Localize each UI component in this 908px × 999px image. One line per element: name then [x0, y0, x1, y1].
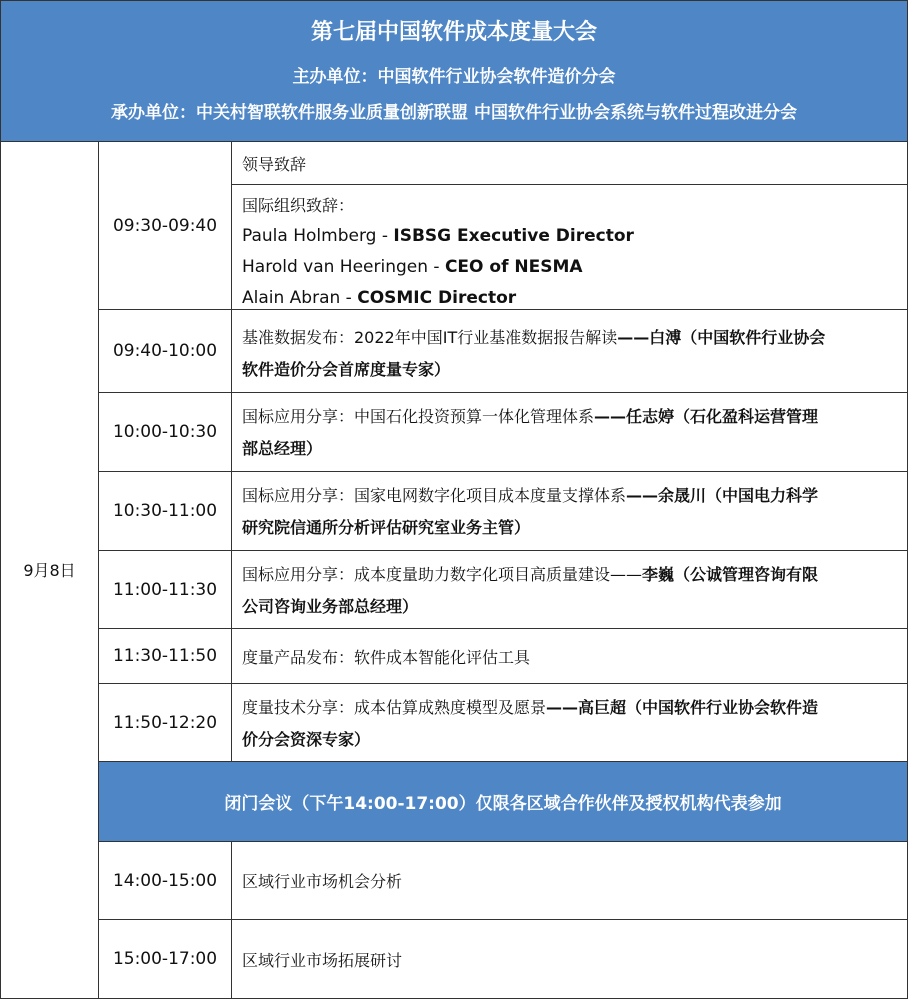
session-cell [232, 920, 907, 998]
session-line [242, 559, 897, 591]
session-speaker: 软件造价分会首席度量专家） [242, 360, 451, 379]
session-speaker: ——白溥（中国软件行业协会 [617, 328, 826, 347]
session-speaker: 部总经理） [242, 439, 323, 458]
session-speaker: 李巍（公诚管理咨询有限 [642, 565, 819, 584]
session-topic: 基准数据发布：2022年中国IT行业基准数据报告解读 [242, 328, 618, 347]
session-topic: 度量产品发布：软件成本智能化评估工具 [242, 647, 531, 667]
speaker-line [242, 221, 897, 252]
speaker-role: CEO of NESMA [444, 257, 583, 277]
table-row [99, 842, 907, 920]
table-row [99, 142, 907, 310]
session-cell [232, 310, 907, 392]
international-speeches [232, 185, 907, 309]
time-cell: 09:30-09:40 [99, 142, 232, 309]
session-line [242, 322, 897, 354]
session-line [242, 401, 897, 433]
time-cell: 15:00-17:00 [99, 920, 232, 998]
session-topic: 国标应用分享：成本度量助力数字化项目高质量建设—— [242, 565, 643, 584]
time-cell: 11:50-12:20 [99, 684, 232, 761]
session-line [242, 512, 897, 544]
session-cell [232, 551, 907, 628]
table-row [99, 629, 907, 684]
session-speaker: ——余晟川（中国电力科学 [626, 486, 819, 505]
session-cell [232, 629, 907, 683]
time-cell: 09:40-10:00 [99, 310, 232, 392]
time-cell: 10:30-11:00 [99, 472, 232, 550]
table-row [99, 684, 907, 762]
organizer-organizations: 承办单位：中关村智联软件服务业质量创新联盟 中国软件行业协会系统与软件过程改进分会 [111, 103, 797, 123]
time-cell: 10:00-10:30 [99, 393, 232, 471]
session-line [242, 433, 897, 465]
session-cell [232, 472, 907, 550]
session-topic: 区域行业市场机会分析 [242, 872, 403, 891]
table-row [99, 472, 907, 551]
session-line [242, 724, 897, 756]
session-speaker: 研究院信通所分析评估研究室业务主管） [242, 518, 531, 537]
session-line [242, 692, 897, 724]
speaker-name: Harold van Heeringen - [242, 257, 445, 277]
session-speaker: ——高巨超（中国软件行业协会软件造 [546, 698, 819, 717]
speaker-role: COSMIC Director [357, 288, 517, 308]
closed-meeting-banner: 闭门会议（下午14:00-17:00）仅限各区域合作伙伴及授权机构代表参加 [99, 762, 907, 842]
speaker-name: Alain Abran - [242, 288, 358, 308]
time-cell: 11:30-11:50 [99, 629, 232, 683]
host-organization: 主办单位：中国软件行业协会软件造价分会 [292, 67, 616, 87]
session-speaker: 价分会资深专家） [242, 730, 371, 749]
table-row [99, 920, 907, 998]
date-column [1, 142, 99, 998]
session-topic: 度量技术分享：成本估算成熟度模型及愿景 [242, 698, 547, 717]
leader-speech: 领导致辞 [232, 142, 907, 185]
session-cell [232, 842, 907, 919]
conference-title: 第七届中国软件成本度量大会 [310, 20, 597, 45]
intl-speech-title: 国际组织致辞： [242, 196, 355, 215]
session-speaker: ——任志婷（石化盈科运营管理 [594, 407, 819, 426]
session-topic: 区域行业市场拓展研讨 [242, 950, 403, 970]
time-cell: 14:00-15:00 [99, 842, 232, 919]
table-row [99, 551, 907, 629]
date-label: 9月8日 [23, 561, 76, 580]
speaker-line [242, 252, 897, 283]
speaker-name: Paula Holmberg - [242, 226, 394, 246]
session-cell [232, 684, 907, 761]
speaker-role: ISBSG Executive Director [393, 226, 634, 246]
agenda-header [1, 1, 907, 142]
table-row [99, 393, 907, 472]
session-cell [232, 393, 907, 471]
session-line [242, 480, 897, 512]
session-speaker: 公司咨询业务部总经理） [242, 597, 419, 616]
session-topic: 国标应用分享：中国石化投资预算一体化管理体系 [242, 407, 595, 426]
time-cell: 11:00-11:30 [99, 551, 232, 628]
session-line [242, 354, 897, 386]
session-topic: 国标应用分享：国家电网数字化项目成本度量支撑体系 [242, 486, 627, 505]
table-row [99, 310, 907, 393]
session-line [242, 591, 897, 623]
